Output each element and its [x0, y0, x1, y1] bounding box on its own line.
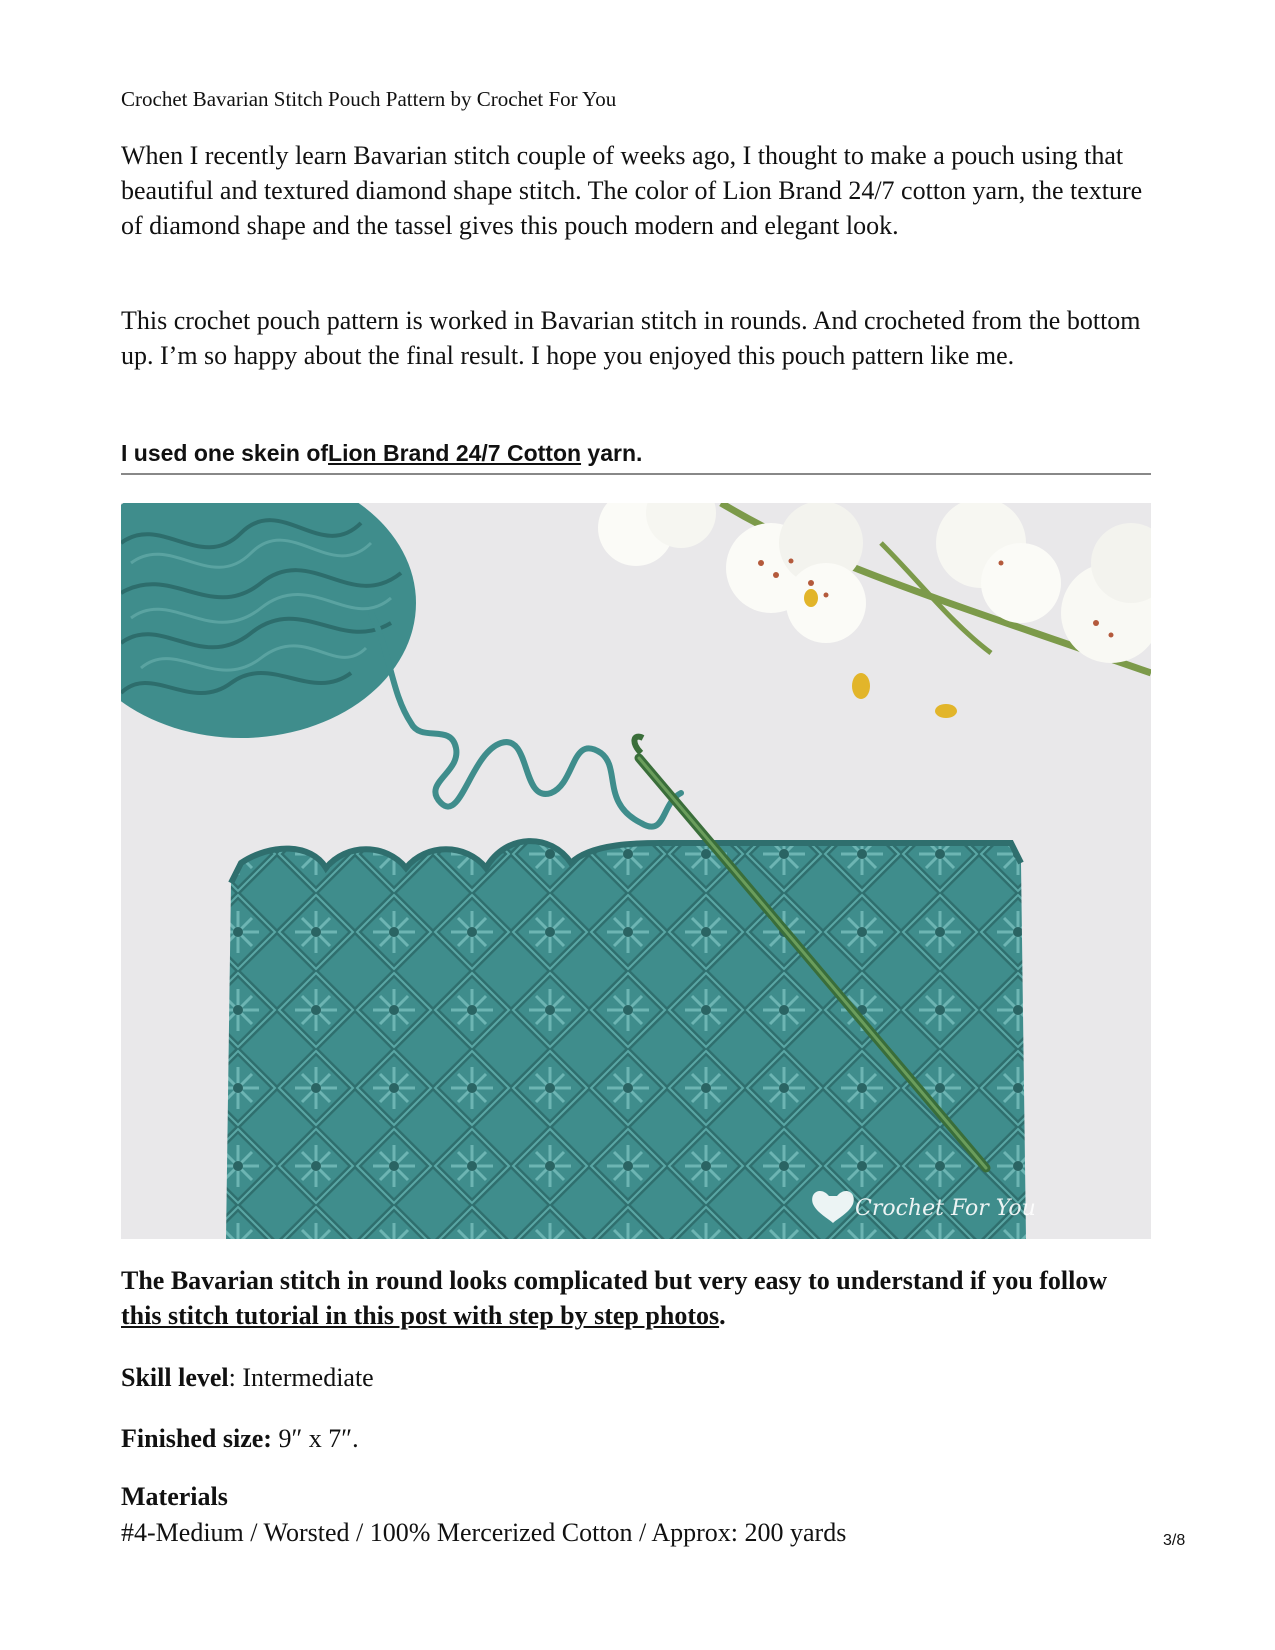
- page-number: 3/8: [1163, 1532, 1186, 1549]
- finished-size-value: 9″ x 7″.: [271, 1424, 359, 1453]
- skill-level: [121, 1360, 374, 1395]
- finished-size: [121, 1421, 359, 1456]
- crochet-photo: [121, 503, 1151, 1239]
- yarn-link[interactable]: Lion Brand 24/7 Cotton: [328, 440, 582, 466]
- finished-size-label: Finished size:: [121, 1424, 272, 1453]
- tutorial-note: [121, 1263, 1151, 1333]
- tutorial-link[interactable]: this stitch tutorial in this post with step by step photos: [121, 1301, 720, 1330]
- watermark-text: Crochet For You: [855, 1196, 1036, 1221]
- crochet-photo-illustration: [121, 503, 1151, 1239]
- document-header: Crochet Bavarian Stitch Pouch Pattern by Crochet For You: [121, 87, 617, 111]
- materials-title: Materials: [121, 1482, 228, 1511]
- intro-paragraph-1: When I recently learn Bavarian stitch couple of weeks ago, I thought to make a pouch using that beautiful and textured diamond shape stitch. The color of Lion Brand 24/7 cotton yarn, the texture of diamond shape and the tassel gives this pouch modern and elegant look.: [121, 141, 1143, 240]
- crochet-swatch: [226, 841, 1026, 1239]
- skill-level-label: Skill level: [121, 1363, 229, 1392]
- tutorial-note-text: The Bavarian stitch in round looks complicated but very easy to understand if you follow: [121, 1266, 1108, 1295]
- intro-paragraph-2: This crochet pouch pattern is worked in Bavarian stitch in rounds. And crocheted from the bottom up. I’m so happy about the final result. I hope you enjoyed this pouch pattern like me.: [121, 306, 1141, 370]
- tutorial-note-end: .: [719, 1301, 726, 1330]
- skill-level-value: : Intermediate: [228, 1363, 374, 1392]
- yarn-heading-suffix: yarn.: [581, 440, 643, 466]
- yarn-heading: [121, 440, 1151, 475]
- yarn-heading-prefix: I used one skein of: [121, 440, 329, 466]
- materials-line: #4-Medium / Worsted / 100% Mercerized Cotton / Approx: 200 yards: [121, 1518, 847, 1547]
